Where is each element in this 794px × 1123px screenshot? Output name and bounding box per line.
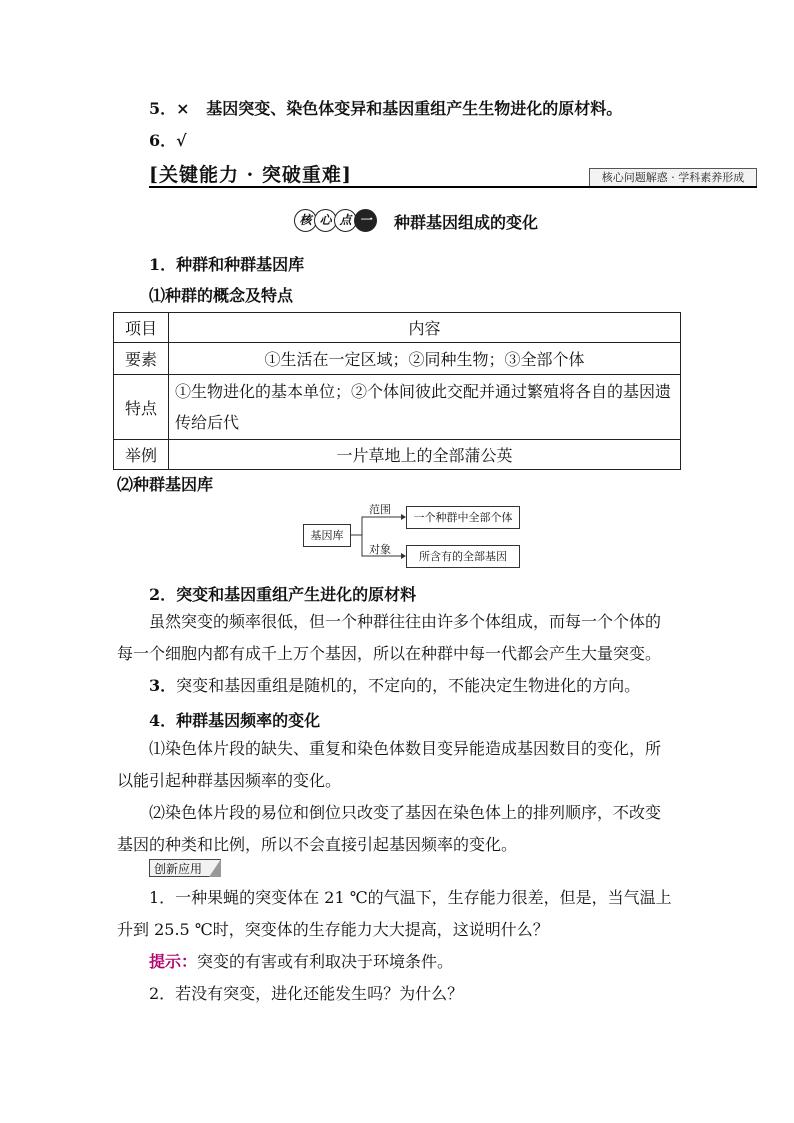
paragraph-4a-line-2: 以能引起种群基因频率的变化。 (117, 771, 342, 790)
hint-1 (149, 946, 453, 978)
table-key-cell: 特点 (114, 375, 169, 440)
section-tag: 核心问题解惑 · 学科素养形成 (589, 168, 757, 187)
subheading-population: ⑴种群的概念及特点 (149, 286, 294, 305)
point-3 (149, 670, 640, 702)
hint-label: 提示： (149, 952, 198, 971)
innovation-application-tag (149, 859, 221, 877)
badge-char: 心 (314, 209, 337, 232)
table-value-line: ①生物进化的基本单位；②个体间彼此交配并通过繁殖将各自的基因遗 (175, 382, 672, 401)
core-title: 种群基因组成的变化 (394, 213, 539, 232)
heading-1: 1．种群和种群基因库 (149, 255, 305, 274)
table-value-line: 传给后代 (175, 413, 240, 432)
badge-char: 一 (354, 209, 377, 232)
paragraph-2-line-2: 每一个细胞内都有成千上万个基因，所以在种群中每一代都会产生大量突变。 (117, 644, 662, 663)
badge-char: 核 (294, 209, 317, 232)
heading-2: 2．突变和基因重组产生进化的原材料 (149, 585, 417, 604)
diagram-label-range: 范围 (369, 503, 391, 516)
question-1-line-1: 1．一种果蝇的突变体在 21 ℃的气温下，生存能力很差，但是，当气温上 (149, 888, 672, 907)
section-title: [关键能力 · 突破重难] (149, 164, 352, 186)
question-1-line-2: 升到 25.5 ℃时，突变体的生存能力大大提高，这说明什么？ (117, 920, 549, 939)
diagram-center-box: 基因库 (303, 524, 351, 547)
answer-5-text: 基因突变、染色体变异和基因重组产生生物进化的原材料。 (206, 99, 623, 118)
paragraph-4b-line-1: ⑵染色体片段的易位和倒位只改变了基因在染色体上的排列顺序，不改变 (149, 803, 662, 822)
app-tag-label: 创新应用 (154, 862, 203, 876)
heading-4: 4．种群基因频率的变化 (149, 711, 321, 730)
diagram-box-range: 一个种群中全部个体 (406, 506, 520, 529)
paragraph-4b-line-2: 基因的种类和比例，所以不会直接引起基因频率的变化。 (117, 835, 518, 854)
paragraph-2-line-1: 虽然突变的频率很低，但一个种群往往由许多个体组成，而每一个个体的 (149, 612, 662, 631)
table-header-cell: 项目 (114, 313, 169, 343)
hint-text: 突变的有害或有利取决于环境条件。 (197, 952, 454, 971)
table-value-cell: ①生活在一定区域；②同种生物；③全部个体 (169, 343, 681, 375)
badge-char: 点 (334, 209, 357, 232)
point-3-num: 3． (149, 676, 177, 695)
tag-corner-icon (209, 859, 221, 877)
answer-6-num: 6．√ (149, 131, 187, 150)
subheading-gene-pool: ⑵种群基因库 (117, 475, 214, 494)
table-key-cell: 要素 (114, 343, 169, 375)
diagram-label-object: 对象 (369, 543, 391, 556)
connector-top (350, 517, 401, 535)
question-2: 2．若没有突变，进化还能发生吗？为什么？ (149, 984, 464, 1003)
table-header-cell: 内容 (169, 313, 681, 343)
answer-5-num: 5．× (149, 99, 190, 118)
point-3-text: 突变和基因重组是随机的，不定向的，不能决定生物进化的方向。 (176, 676, 641, 695)
table-key-cell: 举例 (114, 440, 169, 470)
table-value-cell: 一片草地上的全部蒲公英 (169, 440, 681, 470)
paragraph-4a-line-1: ⑴染色体片段的缺失、重复和染色体数目变异能造成基因数目的变化，所 (149, 739, 662, 758)
diagram-box-object: 所含有的全部基因 (406, 545, 520, 568)
